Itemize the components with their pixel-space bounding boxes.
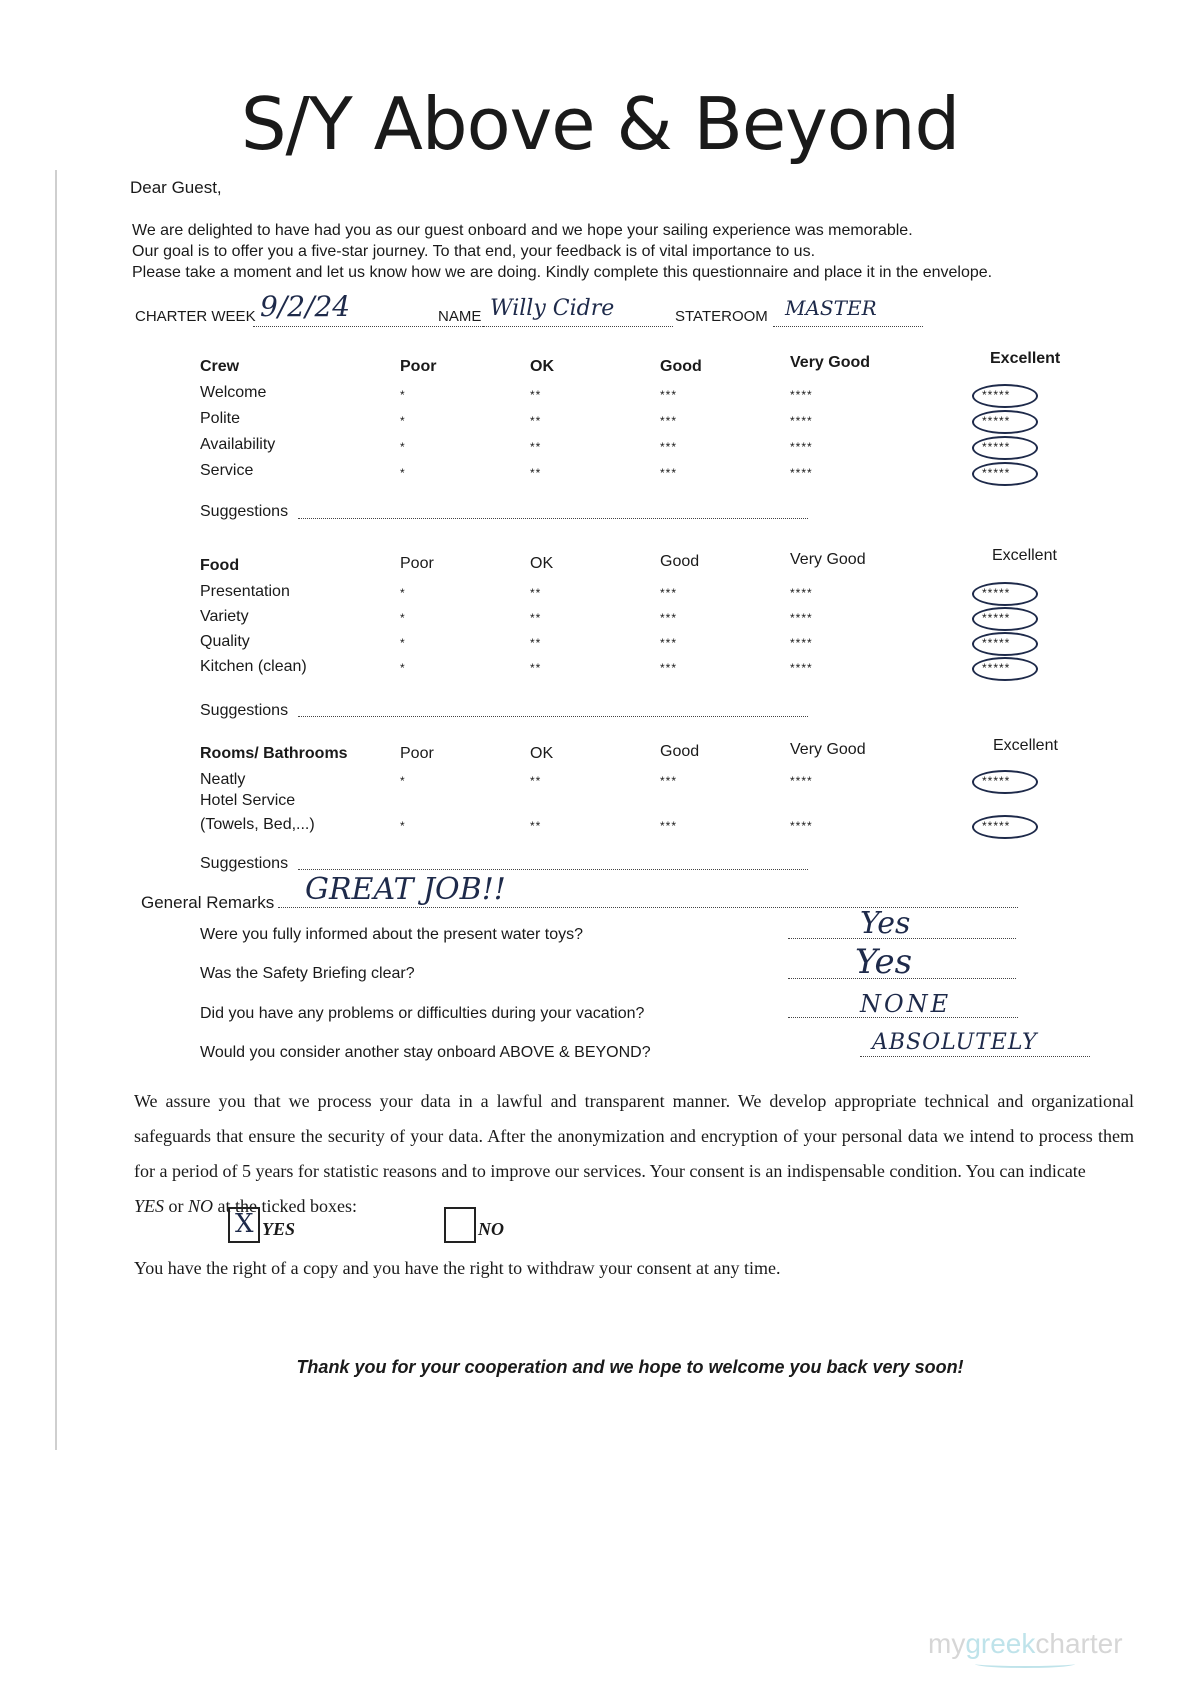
- selected-rating-circle: [972, 657, 1038, 681]
- consent-tail: at the ticked boxes:: [213, 1196, 357, 1216]
- rating-stars[interactable]: *: [400, 466, 406, 480]
- col-very-good: Very Good: [790, 741, 866, 758]
- rating-stars[interactable]: **: [530, 414, 542, 428]
- answer-line: [860, 1056, 1090, 1057]
- rating-stars[interactable]: ***: [660, 611, 678, 625]
- charter-info-row: [135, 290, 935, 336]
- rating-stars[interactable]: ***: [660, 636, 678, 650]
- rating-stars[interactable]: *: [400, 586, 406, 600]
- rating-stars[interactable]: ***: [660, 586, 678, 600]
- rating-stars[interactable]: *****: [982, 819, 1011, 833]
- rating-stars[interactable]: *****: [982, 466, 1011, 480]
- rooms-section: [200, 737, 1100, 845]
- row-label: Variety: [200, 608, 249, 625]
- consent-no-label: NO: [478, 1219, 504, 1239]
- intro-line: Our goal is to offer you a five-star journey. To that end, your feedback is of vital importance to us.: [132, 243, 816, 260]
- rights-statement: You have the right of a copy and you have the right to withdraw your consent at any time.: [134, 1258, 781, 1278]
- rating-stars[interactable]: ****: [790, 440, 813, 454]
- rating-stars[interactable]: ***: [660, 661, 678, 675]
- col-ok: OK: [530, 555, 554, 572]
- crew-suggestions-label: Suggestions: [200, 503, 289, 520]
- food-section: [200, 547, 1100, 677]
- checkbox-mark: X: [235, 1209, 254, 1239]
- stateroom-label: STATEROOM: [675, 308, 768, 325]
- col-excellent: Excellent: [992, 547, 1057, 564]
- answer-another-stay[interactable]: ABSOLUTELY: [872, 1030, 1038, 1055]
- selected-rating-circle: [972, 582, 1038, 606]
- rating-stars[interactable]: *: [400, 819, 406, 833]
- rating-stars[interactable]: **: [530, 586, 542, 600]
- col-good: Good: [660, 553, 700, 570]
- selected-rating-circle: [972, 410, 1038, 434]
- rating-stars[interactable]: ***: [660, 466, 678, 480]
- selected-rating-circle: [972, 770, 1038, 794]
- col-ok: OK: [530, 358, 554, 375]
- stateroom-value[interactable]: MASTER: [785, 296, 877, 320]
- rating-stars[interactable]: *: [400, 388, 406, 402]
- row-label: Polite: [200, 410, 241, 427]
- general-remarks-label: General Remarks: [141, 893, 275, 912]
- consent-yes-label: YES: [262, 1219, 296, 1239]
- stateroom-line: [773, 326, 923, 327]
- rating-stars[interactable]: ***: [660, 440, 678, 454]
- col-ok: OK: [530, 745, 554, 762]
- food-suggestions-line[interactable]: [298, 716, 808, 717]
- rating-stars[interactable]: *****: [982, 440, 1011, 454]
- rooms-suggestions-line[interactable]: [298, 869, 808, 870]
- thank-you-note: Thank you for your cooperation and we hope to welcome you back very soon!: [296, 1357, 964, 1377]
- row-label: Kitchen (clean): [200, 658, 307, 675]
- name-line: [483, 326, 673, 327]
- greeting: Dear Guest,: [130, 178, 222, 197]
- section-title: Rooms/ Bathrooms: [200, 745, 348, 762]
- rating-stars[interactable]: ****: [790, 586, 813, 600]
- crew-section: [200, 350, 1100, 480]
- intro-line: Please take a moment and let us know how we are doing. Kindly complete this questionnaire and place it in the envelope.: [132, 264, 993, 281]
- question-text: Did you have any problems or difficulties during your vacation?: [200, 1005, 645, 1022]
- question-text: Would you consider another stay onboard ABOVE & BEYOND?: [200, 1044, 651, 1061]
- rating-stars[interactable]: *****: [982, 661, 1011, 675]
- rating-stars[interactable]: ****: [790, 611, 813, 625]
- food-suggestions-label: Suggestions: [200, 702, 289, 719]
- rating-stars[interactable]: *: [400, 440, 406, 454]
- watermark-logo: [928, 1628, 1123, 1660]
- row-label: Neatly: [200, 771, 246, 788]
- rating-stars[interactable]: ***: [660, 774, 678, 788]
- consent-no-checkbox[interactable]: [444, 1207, 476, 1243]
- selected-rating-circle: [972, 815, 1038, 839]
- col-poor: Poor: [400, 555, 434, 572]
- row-label: Availability: [200, 436, 276, 453]
- row-label: Hotel Service: [200, 792, 296, 809]
- question-text: Were you fully informed about the present water toys?: [200, 926, 584, 943]
- rating-stars[interactable]: **: [530, 661, 542, 675]
- selected-rating-circle: [972, 384, 1038, 408]
- rating-stars[interactable]: **: [530, 819, 542, 833]
- charter-week-label: CHARTER WEEK: [135, 308, 256, 325]
- selected-rating-circle: [972, 632, 1038, 656]
- rating-stars[interactable]: ***: [660, 819, 678, 833]
- consent-yes-checkbox[interactable]: [228, 1207, 260, 1243]
- consent-text: We assure you that we process your data in a lawful and transparent manner. We develop appropriate technical and organizational safeguards that ensure the security of your data. After the anonymization and encryption of your personal data we intend to process them for a period of 5 years for statistic reasons and to improve our services. Your consent is an indispensable condition. You can indicate: [134, 1091, 1134, 1181]
- answer-problems[interactable]: NONE: [860, 990, 952, 1018]
- consent-or: or: [164, 1196, 189, 1216]
- selected-rating-circle: [972, 462, 1038, 486]
- watermark-part: my: [928, 1628, 966, 1659]
- intro-line: We are delighted to have had you as our guest onboard and we hope your sailing experience was memorable.: [132, 222, 913, 239]
- col-poor: Poor: [400, 745, 434, 762]
- section-title: Crew: [200, 358, 240, 375]
- rating-stars[interactable]: **: [530, 388, 542, 402]
- wave-icon: [975, 1660, 1075, 1668]
- name-label: NAME: [438, 308, 482, 325]
- col-excellent: Excellent: [990, 350, 1061, 367]
- col-good: Good: [660, 743, 700, 760]
- watermark-part: greek: [965, 1628, 1036, 1659]
- col-good: Good: [660, 358, 702, 375]
- row-label: Quality: [200, 633, 250, 650]
- col-poor: Poor: [400, 358, 437, 375]
- intro-paragraph: [132, 220, 1032, 283]
- consent-no-word: NO: [188, 1196, 214, 1216]
- charter-week-value[interactable]: 9/2/24: [260, 290, 351, 323]
- rating-stars[interactable]: ****: [790, 819, 813, 833]
- rating-stars[interactable]: ***: [660, 414, 678, 428]
- rating-stars[interactable]: **: [530, 611, 542, 625]
- page-title: S/Y Above & Beyond: [240, 82, 960, 166]
- selected-rating-circle: [972, 436, 1038, 460]
- general-remarks-value[interactable]: GREAT JOB!!: [305, 872, 506, 907]
- rating-stars[interactable]: *: [400, 774, 406, 788]
- rating-stars[interactable]: *****: [982, 636, 1011, 650]
- rating-stars[interactable]: **: [530, 466, 542, 480]
- rating-stars[interactable]: **: [530, 636, 542, 650]
- rating-stars[interactable]: ****: [790, 466, 813, 480]
- rating-stars[interactable]: *****: [982, 586, 1011, 600]
- answer-safety-briefing[interactable]: Yes: [855, 942, 913, 982]
- section-title: Food: [200, 557, 240, 574]
- binding-line: [55, 170, 57, 1450]
- answer-water-toys[interactable]: Yes: [860, 906, 911, 941]
- col-very-good: Very Good: [790, 354, 871, 371]
- rating-stars[interactable]: *: [400, 611, 406, 625]
- rating-stars[interactable]: *: [400, 414, 406, 428]
- rating-stars[interactable]: *****: [982, 774, 1011, 788]
- consent-paragraph: [134, 1084, 1134, 1224]
- rating-stars[interactable]: ***: [660, 388, 678, 402]
- col-excellent: Excellent: [993, 737, 1058, 754]
- watermark-part: charter: [1035, 1628, 1123, 1659]
- rooms-suggestions-label: Suggestions: [200, 855, 289, 872]
- rating-stars[interactable]: **: [530, 774, 542, 788]
- row-sublabel: (Towels, Bed,...): [200, 816, 315, 833]
- col-very-good: Very Good: [790, 551, 866, 568]
- row-label: Service: [200, 462, 254, 479]
- rating-stars[interactable]: *: [400, 661, 406, 675]
- rating-stars[interactable]: ****: [790, 388, 813, 402]
- rating-stars[interactable]: **: [530, 440, 542, 454]
- consent-yes-word: YES: [134, 1196, 165, 1216]
- row-label: Welcome: [200, 384, 267, 401]
- rating-stars[interactable]: *****: [982, 611, 1011, 625]
- rating-stars[interactable]: ****: [790, 636, 813, 650]
- rating-stars[interactable]: ****: [790, 414, 813, 428]
- rating-stars[interactable]: ****: [790, 774, 813, 788]
- rating-stars[interactable]: *: [400, 636, 406, 650]
- rating-stars[interactable]: *****: [982, 388, 1011, 402]
- selected-rating-circle: [972, 607, 1038, 631]
- name-value[interactable]: Willy Cidre: [490, 296, 615, 321]
- question-text: Was the Safety Briefing clear?: [200, 965, 415, 982]
- crew-suggestions-line[interactable]: [298, 518, 808, 519]
- row-label: Presentation: [200, 583, 290, 600]
- rating-stars[interactable]: *****: [982, 414, 1011, 428]
- rating-stars[interactable]: ****: [790, 661, 813, 675]
